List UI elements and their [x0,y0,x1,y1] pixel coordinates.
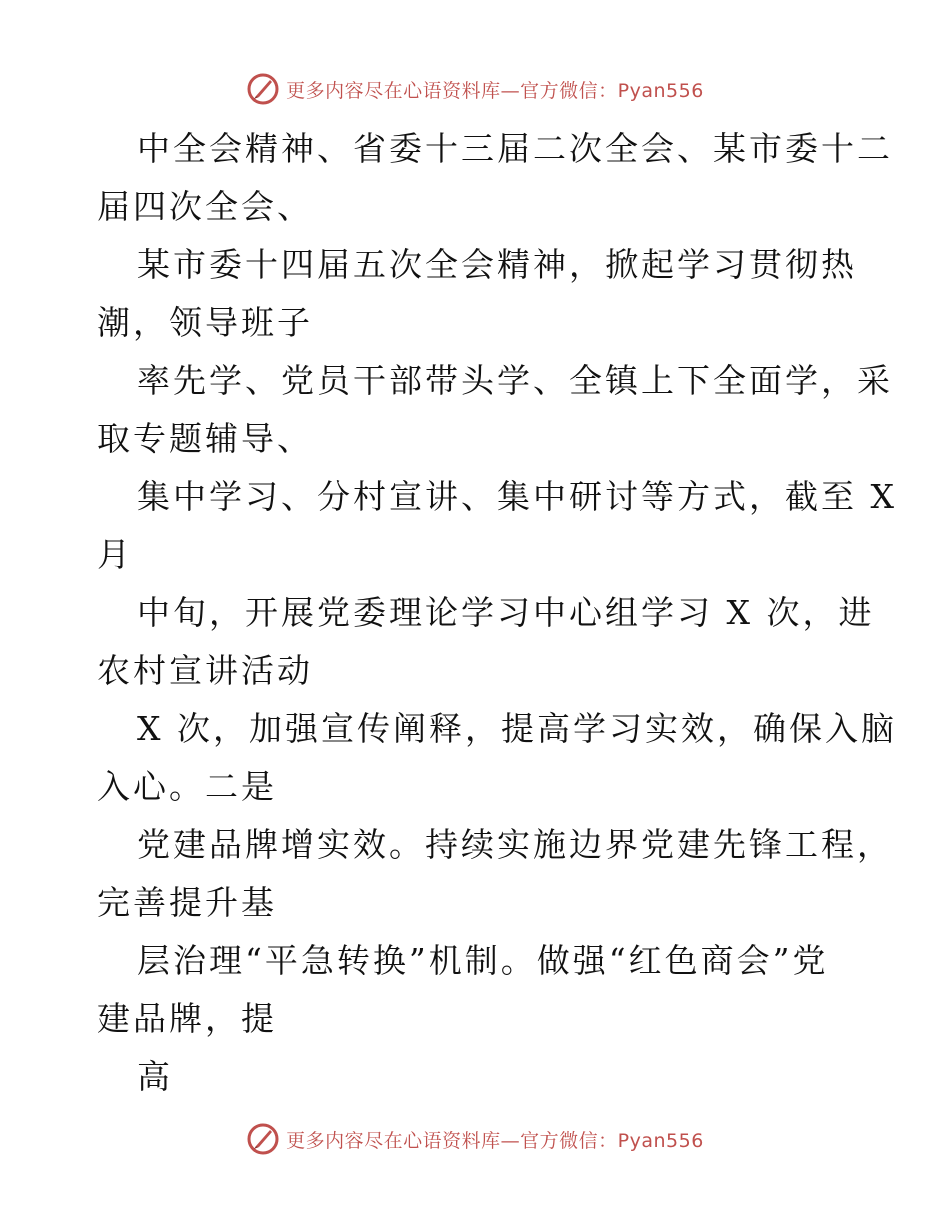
quill-logo-icon [246,72,280,106]
body-line: 月 [97,535,133,574]
body-line: 取专题辅导、 [97,419,313,458]
body-line: 入心。二是 [97,767,277,806]
body-line: 率先学、党员干部带头学、全镇上下全面学，采 [137,361,893,400]
header-watermark-handle: Pyan556 [617,79,704,102]
header-watermark-text: 更多内容尽在心语资料库—官方微信：Pyan556 [286,79,704,102]
body-line: 完善提升基 [97,883,277,922]
body-line: 潮，领导班子 [97,303,313,342]
body-line: 层治理“平急转换”机制。做强“红色商会”党 [137,941,829,980]
body-line: 农村宣讲活动 [97,651,313,690]
body-line: 届四次全会、 [97,187,313,226]
document-body [97,120,897,1106]
body-line: X 次，加强宣传阐释，提高学习实效，确保入脑 [137,709,897,748]
body-line: 中旬，开展党委理论学习中心组学习 X 次，进 [137,593,875,632]
body-line: 党建品牌增实效。持续实施边界党建先锋工程， [137,825,893,864]
footer-watermark-text: 更多内容尽在心语资料库—官方微信：Pyan556 [286,1129,704,1152]
body-line: 中全会精神、省委十三届二次全会、某市委十二 [137,129,893,168]
body-line: 某市委十四届五次全会精神，掀起学习贯彻热 [137,245,857,284]
body-line: 集中学习、分村宣讲、集中研讨等方式，截至 X [137,477,897,516]
footer-watermark-banner [0,1122,950,1156]
quill-logo-icon [246,1122,280,1156]
body-line: 高 [137,1057,173,1096]
footer-watermark-handle: Pyan556 [617,1129,704,1152]
body-line: 建品牌，提 [97,999,277,1038]
header-watermark-banner [0,72,950,106]
